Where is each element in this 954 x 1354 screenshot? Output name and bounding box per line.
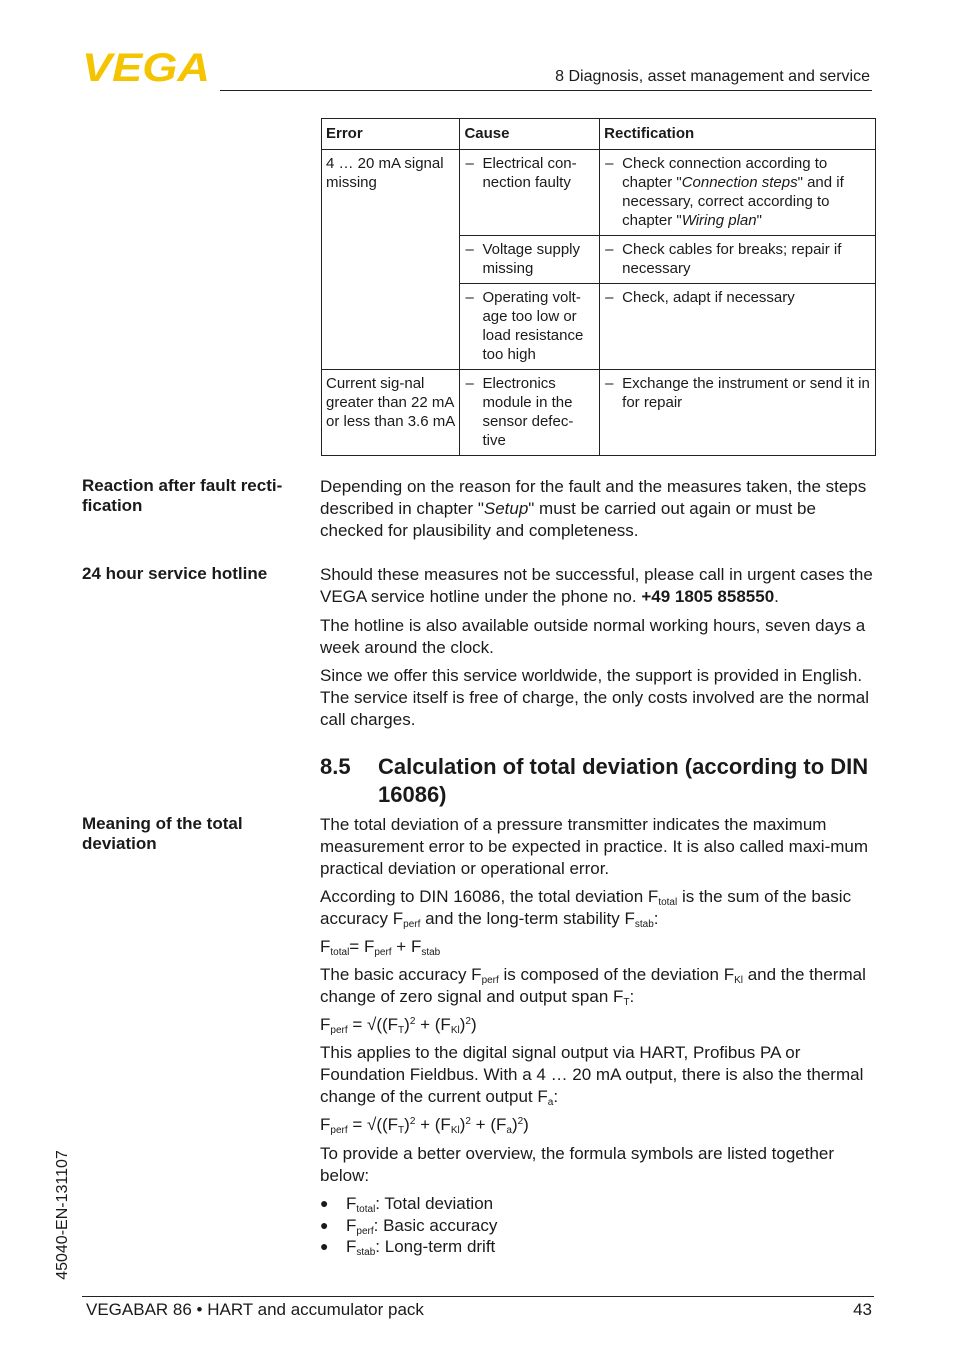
dash-glyph: – bbox=[465, 241, 474, 258]
rectification-text: Exchange the instrument or send it in for repair bbox=[622, 375, 870, 411]
chapter-ref-connection-steps: Connection steps bbox=[681, 174, 798, 191]
bullet-icon: ● bbox=[320, 1238, 329, 1254]
error-table bbox=[321, 118, 876, 456]
footer-rule bbox=[82, 1296, 874, 1297]
document-number bbox=[48, 1140, 78, 1290]
dash-glyph: – bbox=[465, 289, 474, 306]
table-row bbox=[322, 150, 876, 236]
table-cell-cause bbox=[460, 284, 600, 370]
bullet-icon: ● bbox=[320, 1195, 329, 1211]
reaction-label: Reaction after fault recti-fication bbox=[82, 476, 283, 515]
rectification-text: Check connection according to chapter "Connection steps" and if necessary, correct according to chapter "Wiring plan" bbox=[622, 155, 844, 229]
hotline-label: 24 hour service hotline bbox=[82, 564, 268, 583]
dash-glyph: – bbox=[465, 155, 474, 172]
cause-text: Operating volt-age too low or load resistance too high bbox=[482, 289, 584, 363]
table-cell-rectification bbox=[600, 236, 876, 284]
document-number-text: 45040-EN-131107 bbox=[54, 1150, 71, 1280]
chapter-title: 8 Diagnosis, asset management and service bbox=[555, 68, 870, 85]
table-row bbox=[322, 370, 876, 456]
cause-text: Electronics module in the sensor defec-tive bbox=[482, 375, 574, 449]
table-cell-error: 4 … 20 mA signal missing bbox=[322, 150, 460, 370]
dash-glyph: – bbox=[605, 375, 614, 392]
table-cell-error: Current sig-nal greater than 22 mA or less than 3.6 mA bbox=[322, 370, 460, 456]
hotline-paragraph-1: Should these measures not be successful, please call in urgent cases the VEGA service hotline under the phone no. +49 1805 858550. bbox=[320, 565, 873, 606]
dash-glyph: – bbox=[465, 375, 474, 392]
formula-basic-accuracy: $F_{perf} = √((F_T)^2 + (F_{Kl})^2)$ bbox=[320, 1015, 477, 1036]
table-cell-cause bbox=[460, 236, 600, 284]
page-number: 43 bbox=[853, 1300, 872, 1319]
chapter-ref-setup: Setup bbox=[483, 499, 529, 518]
table-cell-rectification bbox=[600, 370, 876, 456]
table-cell-cause bbox=[460, 370, 600, 456]
vega-logo bbox=[82, 50, 212, 84]
table-header-row bbox=[322, 119, 876, 150]
meaning-paragraph-2: According to DIN 16086, the total deviation $F_{total}$ is the sum of the basic accuracy $F_{perf}$ and the long-term stability $F_{stab}$: bbox=[320, 887, 852, 930]
header-rule bbox=[220, 90, 872, 91]
logo-text: VEGA bbox=[82, 50, 210, 84]
reaction-paragraph: Depending on the reason for the fault and the measures taken, the steps described in chapter "Setup" must be carried out again or must be checked for plausibility and completeness. bbox=[320, 477, 867, 540]
meaning-paragraph-4: The basic accuracy $F_{perf}$ is composed of the deviation $F_{Kl}$ and the thermal change of zero signal and output span $F_T$: bbox=[320, 965, 866, 1008]
rectification-text: Check, adapt if necessary bbox=[622, 289, 795, 306]
list-item: ● $F_{stab}$: Long-term drift bbox=[320, 1237, 496, 1258]
footer-product: VEGABAR 86 • HART and accumulator pack bbox=[86, 1300, 424, 1319]
formula-total-deviation: $F_{total}= F_{perf} + F_{stab}$ bbox=[320, 937, 441, 958]
meaning-paragraph-8: To provide a better overview, the formula symbols are listed together below: bbox=[320, 1144, 835, 1185]
meaning-paragraph-1: The total deviation of a pressure transmitter indicates the maximum measurement error to be expected in practice. It is also called maxi-mum practical deviation or operational error. bbox=[320, 815, 869, 878]
section-title: Calculation of total deviation (according to DIN 16086) bbox=[378, 754, 869, 807]
list-item: ● $F_{perf}$: Basic accuracy bbox=[320, 1216, 498, 1237]
hotline-phone: +49 1805 858550 bbox=[641, 587, 775, 606]
table-header-rectification: Rectification bbox=[600, 119, 876, 150]
list-item: ● $F_{total}$: Total deviation bbox=[320, 1194, 494, 1215]
table-header-error: Error bbox=[322, 119, 460, 150]
formula-basic-accuracy-analog: $F_{perf} = √((F_T)^2 + (F_{Kl})^2 + (F_a)^2)$ bbox=[320, 1115, 529, 1136]
cause-text: Voltage supply missing bbox=[482, 241, 581, 277]
dash-glyph: – bbox=[605, 289, 614, 306]
dash-glyph: – bbox=[605, 155, 614, 172]
hotline-paragraph-2: The hotline is also available outside normal working hours, seven days a week around the clock. bbox=[320, 616, 866, 657]
meaning-label: Meaning of the total deviation bbox=[82, 814, 243, 853]
chapter-ref-wiring-plan: Wiring plan bbox=[681, 212, 757, 229]
bullet-icon: ● bbox=[320, 1217, 329, 1233]
table-cell-rectification bbox=[600, 150, 876, 236]
cause-text: Electrical con-nection faulty bbox=[482, 155, 577, 191]
section-number: 8.5 bbox=[320, 754, 351, 779]
dash-glyph: – bbox=[605, 241, 614, 258]
hotline-paragraph-3: Since we offer this service worldwide, the support is provided in English. The service itself is free of charge, the only costs involved are the normal call charges. bbox=[320, 666, 869, 729]
rectification-text: Check cables for breaks; repair if necessary bbox=[622, 241, 842, 277]
table-header-cause: Cause bbox=[460, 119, 600, 150]
table-cell-cause bbox=[460, 150, 600, 236]
meaning-paragraph-6: This applies to the digital signal output via HART, Profibus PA or Foundation Fieldbus. With a 4 … 20 mA output, there is also the thermal change of the current output $F_a$: bbox=[320, 1043, 864, 1108]
table-cell-rectification bbox=[600, 284, 876, 370]
